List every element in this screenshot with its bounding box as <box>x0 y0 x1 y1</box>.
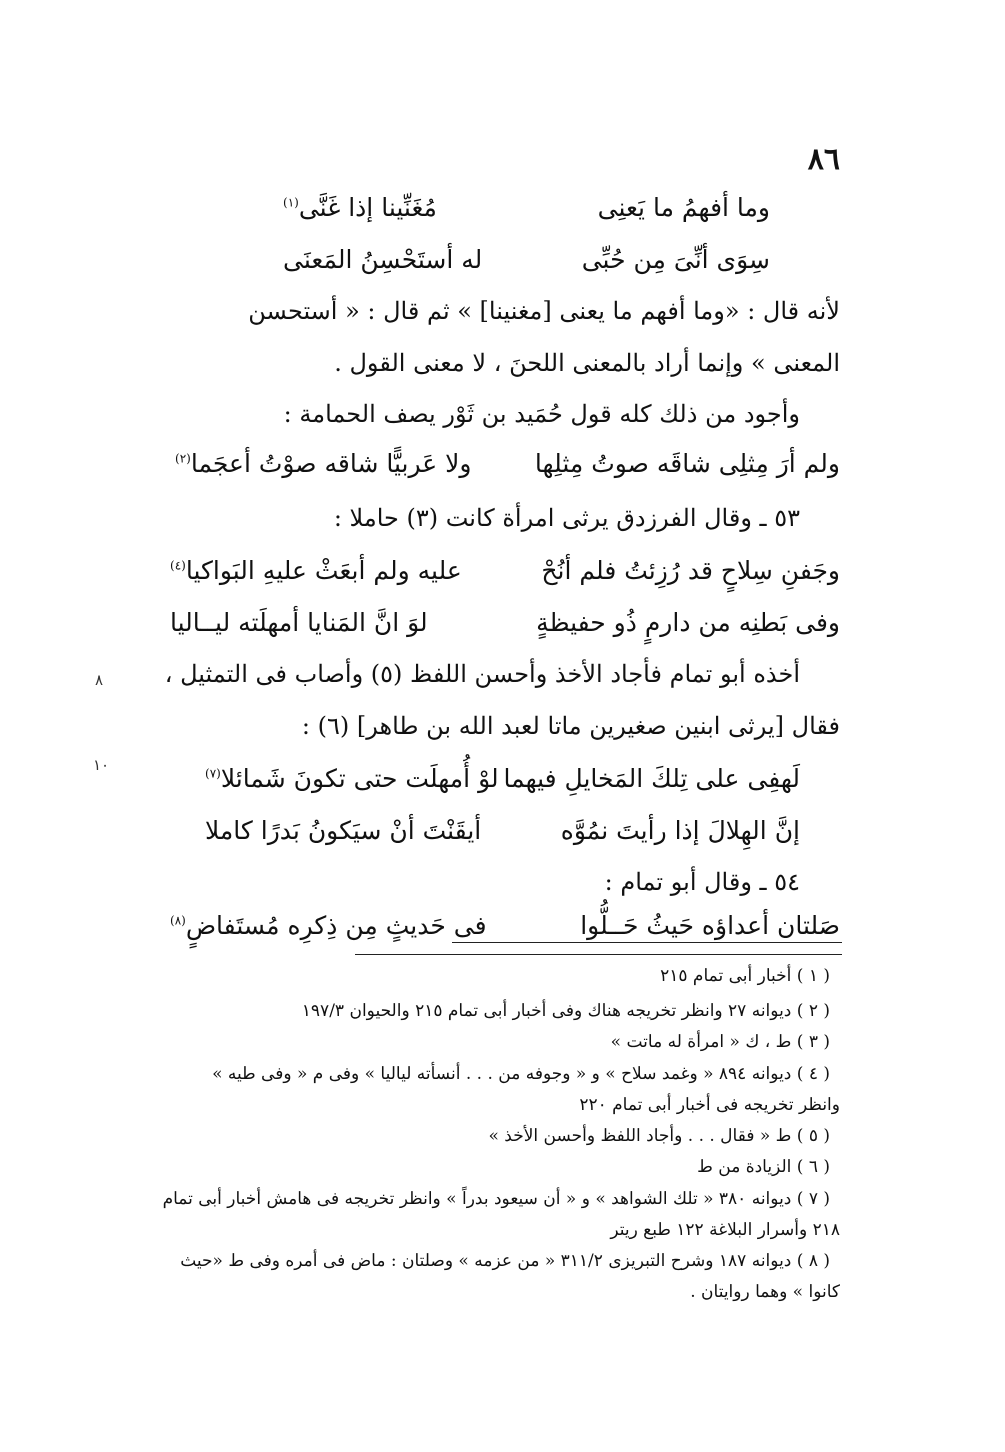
page-number: ٨٦ <box>807 142 840 177</box>
footnote-marker: (١) <box>283 195 299 210</box>
footnote: ( ٤ ) ديوانه ٨٩٤ « وغمد سلاح » و « وجوفه من . . . أنسأته لياليا » وفى م « وفى طيه » <box>212 1064 830 1084</box>
prose-line: فقال [يرثى ابنين صغيرين ماتا لعبد الله بن طاهر] (٦) : <box>301 712 840 740</box>
footnote-separator <box>355 954 842 955</box>
verse-second-hemistich: له أستَحْسِنُ المَعنَى <box>283 245 483 274</box>
verse-second-hemistich: ولا عَربيًّا شاقه صوْتُ أعجَما$^{(٢)}$ <box>175 449 472 478</box>
verse-first-hemistich: وجَفنِ سِلاحٍ قد رُزِئتُ فلم أنُحْ <box>541 556 840 585</box>
underline-mark <box>452 942 842 943</box>
verse-second-hemistich: لوْ أُمهلَت حتى تكونَ شَمائلا$^{(٧)}$ <box>205 764 499 793</box>
margin-mark: ١٠ <box>93 756 110 774</box>
verse-line <box>283 244 770 275</box>
footnote: ( ٨ ) ديوانه ١٨٧ وشرح التبريزى ٣١١/٢ « من عزمه » وصلتان : ماض فى أمره وفى ط «حيث <box>180 1251 830 1271</box>
footnote-marker: (٢) <box>175 451 191 466</box>
footnote-continuation: ٢١٨ وأسرار البلاغة ١٢٢ طبع ريتر <box>610 1220 840 1240</box>
verse-line <box>283 192 770 223</box>
verse-second-hemistich: مُغَنِّينا إذا غَنَّى$^{(١)}$ <box>283 193 437 222</box>
verse-line <box>205 815 800 846</box>
footnote-continuation: كانوا » وهما روايتان . <box>690 1282 840 1302</box>
footnote: ( ٣ ) ط ، ك « امرأة له ماتت » <box>610 1032 830 1052</box>
verse-first-hemistich: ولم أرَ مِثلِى شاقَه صوتُ مِثلِها <box>534 449 840 478</box>
section-heading-53: ٥٣ ـ وقال الفرزدق يرثى امرأة كانت (٣) حاملا : <box>333 504 800 532</box>
footnote-marker: (٨) <box>170 913 186 928</box>
verse-second-hemistich: عليه ولم أبعَثْ عليهِ البَواكيا$^{(٤)}$ <box>170 556 462 585</box>
prose-line: لأنه قال : «وما أفهم ما يعنى [مغنينا] » ثم قال : « أستحسن <box>248 297 840 325</box>
margin-mark: ٨ <box>95 671 104 689</box>
verse-line <box>170 607 840 638</box>
verse-line <box>175 448 840 479</box>
verse-line <box>170 555 840 586</box>
footnote-marker: (٤) <box>170 558 186 573</box>
footnote: ( ٧ ) ديوانه ٣٨٠ « تلك الشواهد » و « أن سيعود بدراً » وانظر تخريجه فى هامش أخبار أبى تمام <box>162 1189 830 1209</box>
verse-first-hemistich: سِوَى أنِّىَ مِن حُبِّى <box>581 245 770 274</box>
footnote: ( ٢ ) ديوانه ٢٧ وانظر تخريجه هناك وفى أخبار أبى تمام ٢١٥ والحيوان ١٩٧/٣ <box>301 1001 830 1021</box>
prose-line: أخذه أبو تمام فأجاد الأخذ وأحسن اللفظ (٥) وأصاب فى التمثيل ، <box>164 660 800 688</box>
verse-second-hemistich: لوَ انَّ المَنايا أمهلَته ليــاليا <box>170 608 428 637</box>
verse-first-hemistich: صَلتان أعداؤه حَيثُ حَــلُّوا <box>580 911 840 940</box>
footnote: ( ٥ ) ط « فقال . . . وأجاد اللفظ وأحسن الأخذ » <box>488 1126 830 1146</box>
verse-first-hemistich: وفى بَطنِه من دارمٍ ذُو حفيظةٍ <box>536 608 840 637</box>
verse-first-hemistich: لَهفِى على تِلكَ المَخايلِ فيهما <box>503 764 800 793</box>
footnote-marker: (٧) <box>205 766 221 781</box>
prose-line: وأجود من ذلك كله قول حُمَيد بن ثَوْر يصف الحمامة : <box>283 400 800 428</box>
verse-second-hemistich: فى حَديثٍ مِن ذِكرِه مُستَفاضٍ$^{(٨)}$ <box>170 911 487 940</box>
footnote-continuation: وانظر تخريجه فى أخبار أبى تمام ٢٢٠ <box>579 1095 840 1115</box>
verse-first-hemistich: إنَّ الهِلالَ إذا رأيتَ نمُوَّه <box>560 816 800 845</box>
prose-line: المعنى » وإنما أراد بالمعنى اللحنَ ، لا معنى القول . <box>334 349 840 377</box>
verse-second-hemistich: أيقَنْتَ أنْ سيَكونُ بَدرًا كاملا <box>205 816 482 845</box>
verse-line <box>205 763 800 794</box>
footnote: ( ٦ ) الزيادة من ط <box>697 1157 830 1177</box>
verse-first-hemistich: وما أفهمُ ما يَعنِى <box>597 193 770 222</box>
verse-line <box>170 910 840 941</box>
footnote: ( ١ ) أخبار أبى تمام ٢١٥ <box>660 966 830 986</box>
section-heading-54: ٥٤ ـ وقال أبو تمام : <box>604 868 800 896</box>
